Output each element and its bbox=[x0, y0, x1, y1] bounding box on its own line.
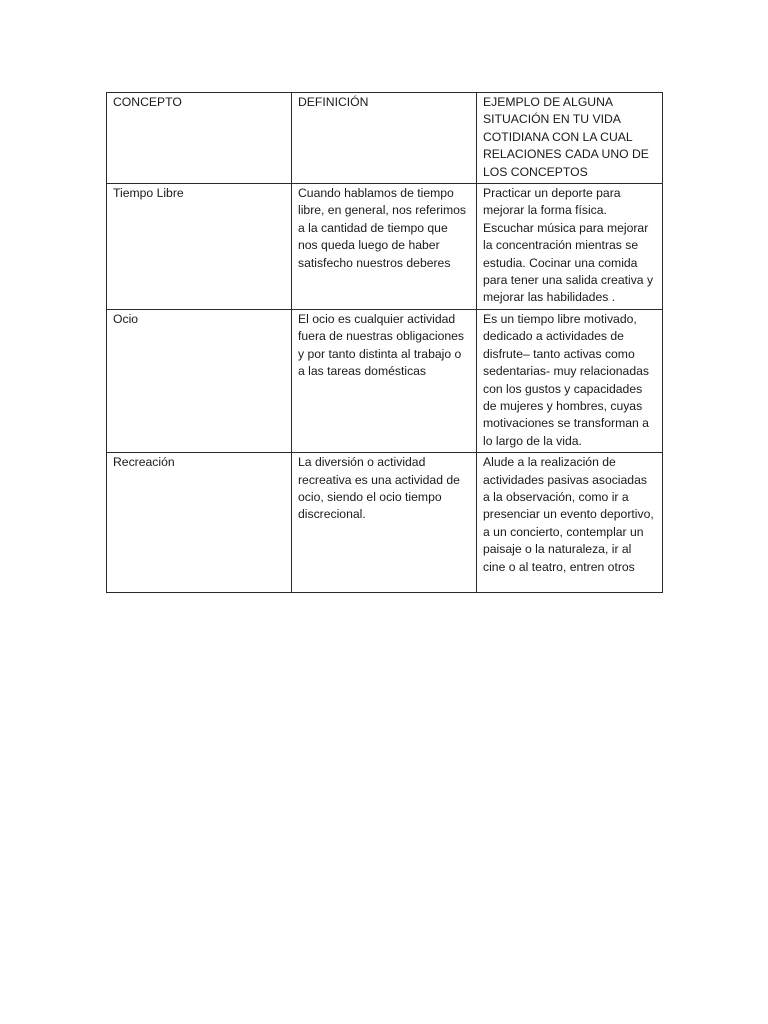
table-row bbox=[107, 453, 663, 593]
cell-ejemplo: Alude a la realización de actividades pasivas asociadas a la observación, como ir a presenciar un evento deportivo, a un concierto, contemplar un paisaje o la naturaleza, ir al cine o al teatro, entren otros bbox=[477, 453, 663, 593]
cell-concepto: Tiempo Libre bbox=[107, 184, 292, 310]
table-row bbox=[107, 184, 663, 310]
table-header-row bbox=[107, 93, 663, 184]
cell-ejemplo: Es un tiempo libre motivado, dedicado a actividades de disfrute– tanto activas como sedentarias- muy relacionadas con los gustos y capacidades de mujeres y hombres, cuyas motivaciones se transforman a lo largo de la vida. bbox=[477, 309, 663, 452]
table-row bbox=[107, 309, 663, 452]
cell-concepto: Ocio bbox=[107, 309, 292, 452]
header-definicion: DEFINICIÓN bbox=[292, 93, 477, 184]
cell-definicion: El ocio es cualquier actividad fuera de nuestras obligaciones y por tanto distinta al trabajo o a las tareas domésticas bbox=[292, 309, 477, 452]
cell-concepto: Recreación bbox=[107, 453, 292, 593]
concept-table bbox=[106, 92, 663, 593]
header-concepto: CONCEPTO bbox=[107, 93, 292, 184]
cell-definicion: Cuando hablamos de tiempo libre, en general, nos referimos a la cantidad de tiempo que nos queda luego de haber satisfecho nuestros deberes bbox=[292, 184, 477, 310]
cell-definicion: La diversión o actividad recreativa es una actividad de ocio, siendo el ocio tiempo discrecional. bbox=[292, 453, 477, 593]
cell-ejemplo: Practicar un deporte para mejorar la forma física. Escuchar música para mejorar la concentración mientras se estudia. Cocinar una comida para tener una salida creativa y mejorar las habilidades . bbox=[477, 184, 663, 310]
header-ejemplo: EJEMPLO DE ALGUNA SITUACIÓN EN TU VIDA COTIDIANA CON LA CUAL RELACIONES CADA UNO DE LOS CONCEPTOS bbox=[477, 93, 663, 184]
